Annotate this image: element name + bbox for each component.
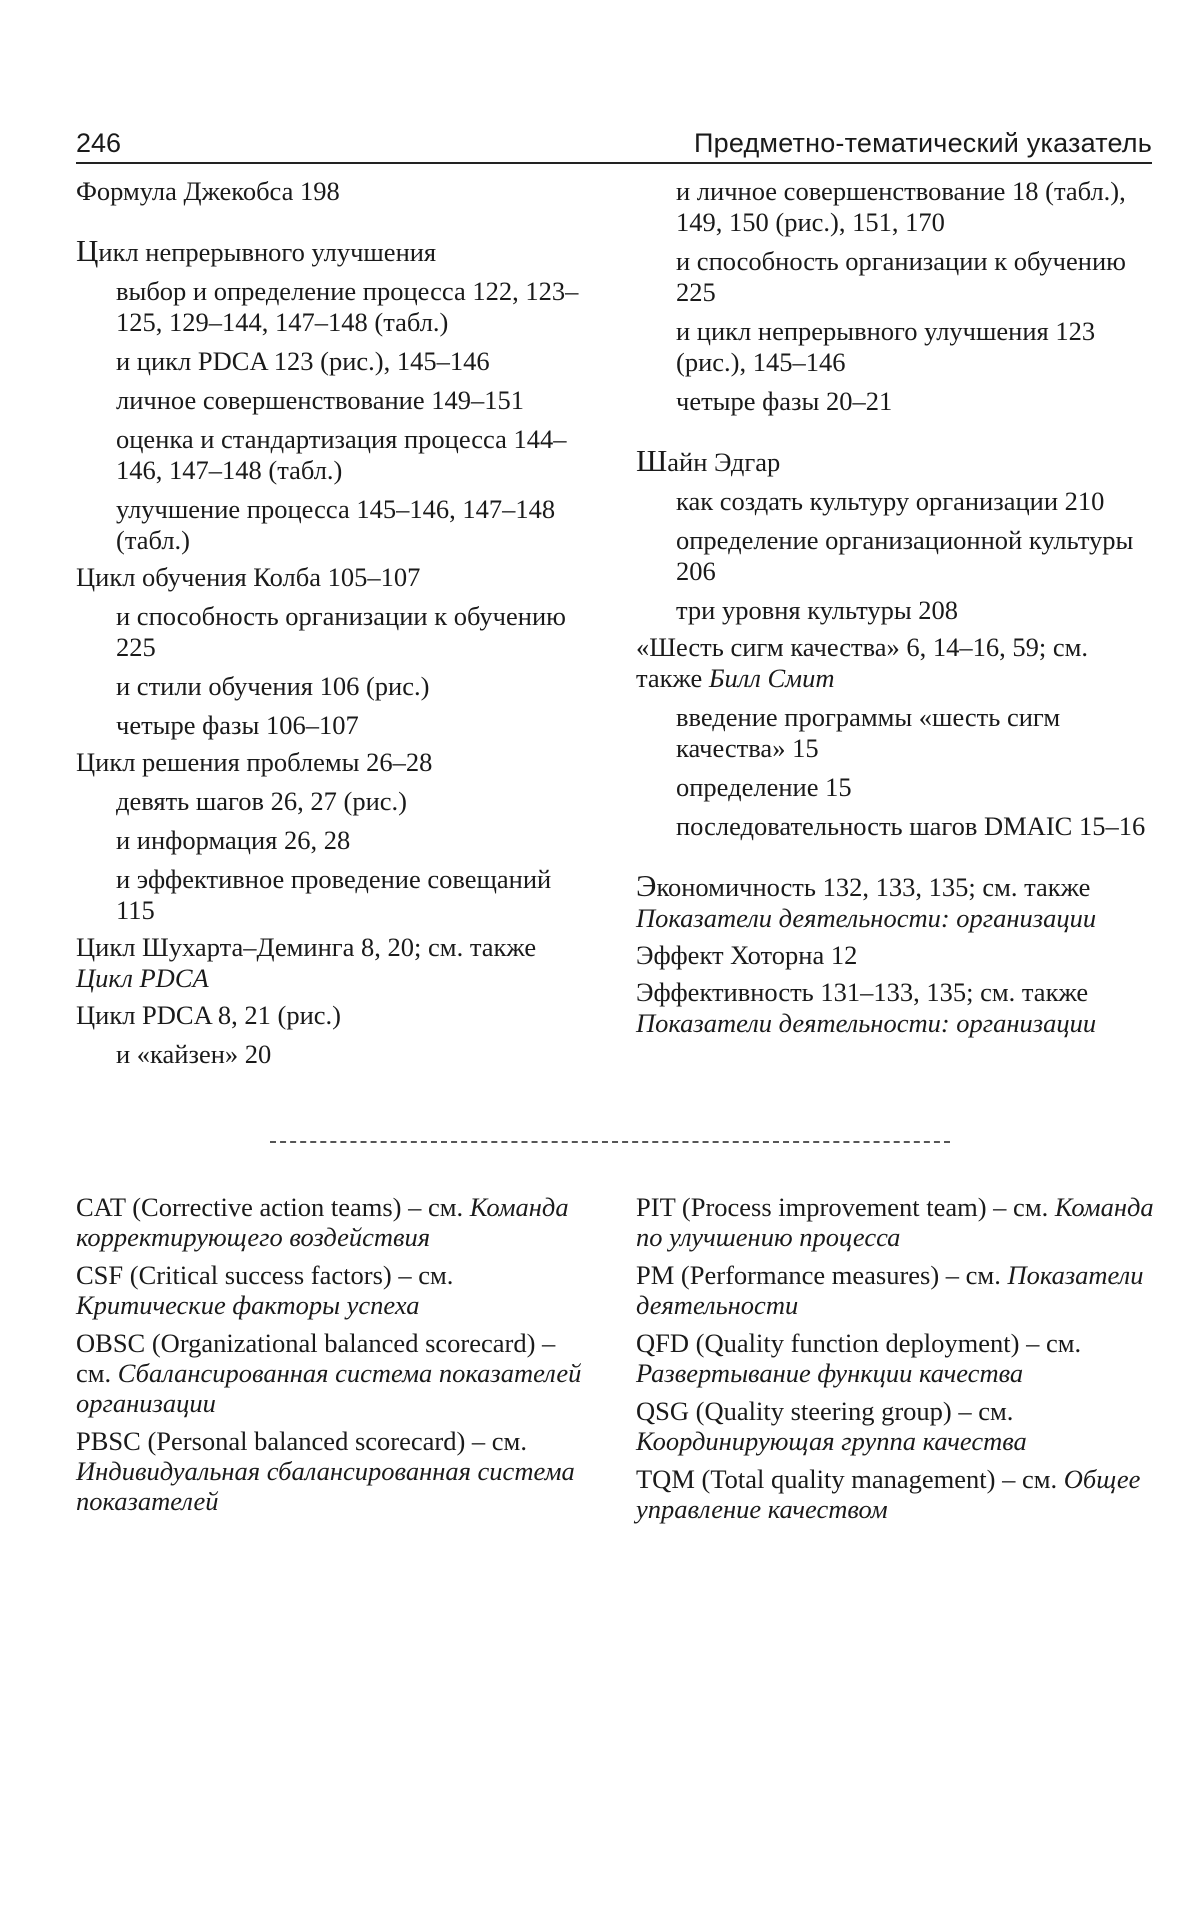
- index-subentry: [76, 1039, 596, 1070]
- index-subentry: [76, 671, 596, 702]
- index-entry: [76, 176, 596, 207]
- index-entry: [636, 977, 1156, 1039]
- entry-text: и способность организации к обучению 225: [116, 601, 566, 662]
- index-subentry: [76, 276, 596, 338]
- entry-text: Цикл обучения Колба 105–107: [76, 562, 421, 592]
- index-subentry: [636, 772, 1156, 803]
- abbreviation-entry: [636, 1260, 1156, 1320]
- entry-text: три уровня культуры 208: [676, 595, 959, 625]
- index-entry: [636, 445, 1156, 478]
- index-entry: [76, 562, 596, 593]
- entry-text: последовательность шагов DMAIC 15–16: [676, 811, 1146, 841]
- abbreviation-reference: Сбалансированная система показателей организации: [76, 1358, 582, 1418]
- index-subentry: [636, 246, 1156, 308]
- cross-reference: Показатели деятельности: организации: [636, 1008, 1097, 1038]
- abbreviation-reference: Команда по улучшению процесса: [636, 1192, 1154, 1252]
- index-subentry: [636, 176, 1156, 238]
- index-subentry: [76, 825, 596, 856]
- entry-text: Эффект Хоторна 12: [636, 940, 858, 970]
- index-entry: [636, 632, 1156, 694]
- entry-text: улучшение процесса 145–146, 147–148 (табл.): [116, 494, 556, 555]
- index-entry: [76, 235, 596, 268]
- abbreviation-entry: [636, 1396, 1156, 1456]
- entry-text: четыре фазы 20–21: [676, 386, 893, 416]
- abbreviation-text: OBSC (Organizational balanced scorecard) – см.: [76, 1328, 556, 1388]
- abbreviation-entry: [636, 1192, 1156, 1252]
- entry-text: «Шесть сигм качества» 6, 14–16, 59; см. также: [636, 632, 1089, 693]
- abbreviation-reference: Критические факторы успеха: [76, 1290, 420, 1320]
- abbreviation-text: QFD (Quality function deployment) – см.: [636, 1328, 1082, 1358]
- abbreviation-reference: Развертывание функции качества: [636, 1358, 1024, 1388]
- entry-text: девять шагов 26, 27 (рис.): [116, 786, 407, 816]
- abbreviation-reference: Показатели деятельности: [636, 1260, 1144, 1320]
- index-subentry: [76, 864, 596, 926]
- abbreviation-entry: [76, 1328, 596, 1418]
- entry-text: Шайн Эдгар: [636, 443, 781, 478]
- index-right-column: [636, 176, 1156, 1039]
- entry-text: определение 15: [676, 772, 852, 802]
- entry-text: личное совершенствование 149–151: [116, 385, 524, 415]
- section-divider: [270, 1141, 950, 1143]
- entry-text: и информация 26, 28: [116, 825, 351, 855]
- abbreviation-text: QSG (Quality steering group) – см.: [636, 1396, 1014, 1426]
- running-title: Предметно-тематический указатель: [694, 128, 1152, 158]
- entry-text: Эффективность 131–133, 135; см. также: [636, 977, 1089, 1007]
- abbreviation-text: CAT (Corrective action teams) – см.: [76, 1192, 470, 1222]
- abbreviation-text: TQM (Total quality management) – см.: [636, 1464, 1064, 1494]
- abbreviation-reference: Координирующая группа качества: [636, 1426, 1027, 1456]
- entry-text: и личное совершенствование 18 (табл.), 149, 150 (рис.), 151, 170: [676, 176, 1126, 237]
- entry-text: Цикл непрерывного улучшения: [76, 233, 437, 268]
- index-subentry: [76, 710, 596, 741]
- index-subentry: [636, 811, 1156, 842]
- entry-text: Формула Джекобса 198: [76, 176, 340, 206]
- entry-text: и стили обучения 106 (рис.): [116, 671, 430, 701]
- entry-text: и цикл непрерывного улучшения 123 (рис.), 145–146: [676, 316, 1096, 377]
- abbreviation-text: CSF (Critical success factors) – см.: [76, 1260, 454, 1290]
- entry-text: выбор и определение процесса 122, 123–125, 129–144, 147–148 (табл.): [116, 276, 579, 337]
- abbreviation-entry: [636, 1328, 1156, 1388]
- abbreviation-reference: Команда корректирующего воздействия: [76, 1192, 569, 1252]
- index-subentry: [76, 786, 596, 817]
- entry-text: Цикл решения проблемы 26–28: [76, 747, 433, 777]
- index-subentry: [636, 525, 1156, 587]
- cross-reference: Цикл PDCA: [76, 963, 209, 993]
- abbreviations-right-column: [636, 1192, 1156, 1532]
- index-entry: [636, 940, 1156, 971]
- page-header: [76, 128, 1152, 164]
- index-entry: [76, 932, 596, 994]
- index-entry: [636, 870, 1156, 934]
- index-entry: [76, 747, 596, 778]
- abbreviation-text: PIT (Process improvement team) – см.: [636, 1192, 1055, 1222]
- entry-text: определение организационной культуры 206: [676, 525, 1134, 586]
- abbreviation-reference: Общее управление качеством: [636, 1464, 1141, 1524]
- abbreviation-entry: [76, 1192, 596, 1252]
- entry-text: и цикл PDCA 123 (рис.), 145–146: [116, 346, 490, 376]
- abbreviation-text: PBSC (Personal balanced scorecard) – см.: [76, 1426, 527, 1456]
- entry-text: оценка и стандартизация процесса 144–146, 147–148 (табл.): [116, 424, 567, 485]
- index-subentry: [636, 595, 1156, 626]
- index-subentry: [636, 386, 1156, 417]
- index-left-column: [76, 176, 596, 1070]
- cross-reference: Билл Смит: [708, 663, 835, 693]
- entry-text: Цикл PDCA 8, 21 (рис.): [76, 1000, 341, 1030]
- index-subentry: [76, 346, 596, 377]
- abbreviation-entry: [636, 1464, 1156, 1524]
- entry-text: введение программы «шесть сигм качества» 15: [676, 702, 1061, 763]
- index-subentry: [76, 494, 596, 556]
- entry-text: как создать культуру организации 210: [676, 486, 1105, 516]
- abbreviation-entry: [76, 1260, 596, 1320]
- cross-reference: Показатели деятельности: организации: [636, 903, 1097, 933]
- abbreviations-left-column: [76, 1192, 596, 1524]
- entry-text: Цикл Шухарта–Деминга 8, 20; см. также: [76, 932, 537, 962]
- index-entry: [76, 1000, 596, 1031]
- index-subentry: [636, 486, 1156, 517]
- entry-text: Экономичность 132, 133, 135; см. также: [636, 868, 1091, 903]
- entry-text: и «кайзен» 20: [116, 1039, 272, 1069]
- abbreviation-text: PM (Performance measures) – см.: [636, 1260, 1008, 1290]
- index-subentry: [76, 601, 596, 663]
- entry-text: и способность организации к обучению 225: [676, 246, 1126, 307]
- index-subentry: [76, 385, 596, 416]
- index-subentry: [76, 424, 596, 486]
- index-subentry: [636, 316, 1156, 378]
- index-subentry: [636, 702, 1156, 764]
- entry-text: и эффективное проведение совещаний 115: [116, 864, 552, 925]
- abbreviation-entry: [76, 1426, 596, 1516]
- abbreviation-reference: Индивидуальная сбалансированная система показателей: [76, 1456, 575, 1516]
- entry-text: четыре фазы 106–107: [116, 710, 359, 740]
- page-number: 246: [76, 128, 122, 158]
